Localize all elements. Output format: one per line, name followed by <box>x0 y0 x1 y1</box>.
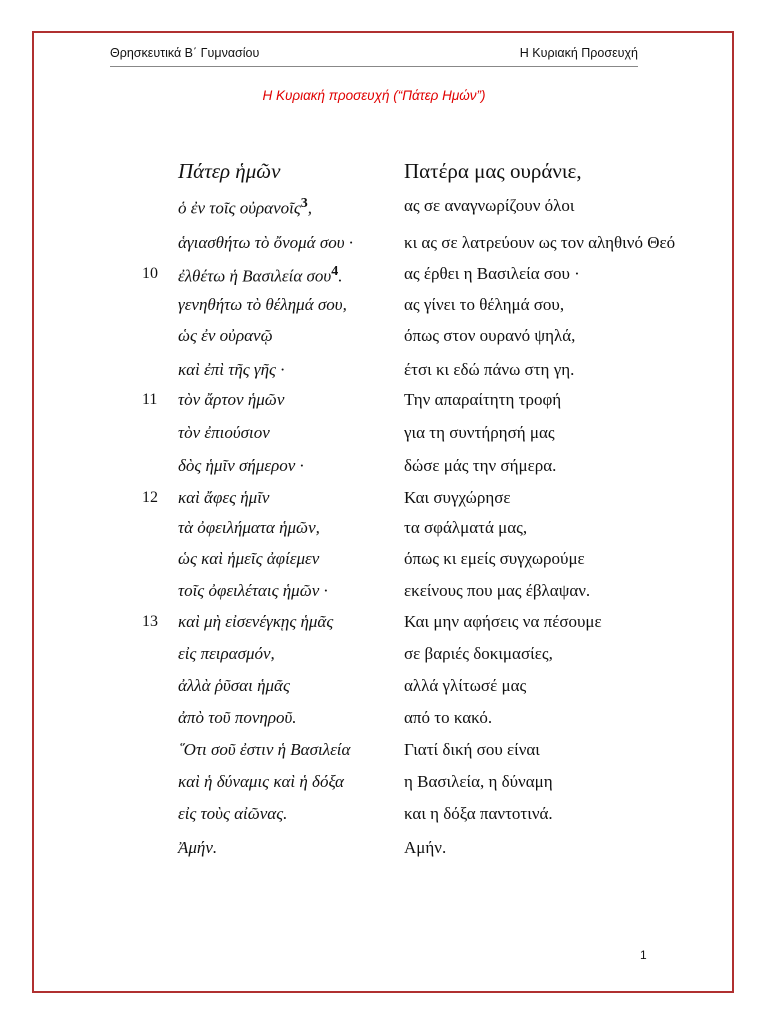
page-number: 1 <box>640 948 647 962</box>
modern-greek-text: ας έρθει η Βασιλεία σου · <box>404 264 580 283</box>
verse-line <box>0 705 768 735</box>
ancient-greek-text: Πάτερ ἡμῶν <box>178 159 281 183</box>
modern-greek-text: εκείνους που μας έβλαψαν. <box>404 581 591 600</box>
ancient-greek-text: Ἀμήν. <box>178 838 218 857</box>
verse-line <box>0 485 768 515</box>
verse-line <box>0 156 768 186</box>
verse-line <box>0 835 768 865</box>
verse-line <box>0 546 768 576</box>
modern-greek-text: όπως στον ουρανό ψηλά, <box>404 326 576 345</box>
ancient-greek-text: ἐλθέτω ἡ Βασιλεία σου$^4$. <box>178 264 343 286</box>
modern-greek-text: για τη συντήρησή μας <box>404 423 555 442</box>
ancient-greek-text: ὁ ἐν τοῖς οὐρανοῖς$^3$, <box>178 196 313 218</box>
document-title: Η Κυριακή προσευχή (“Πάτερ Ημών”) <box>262 88 486 103</box>
ancient-greek-text: καὶ ἄφες ἡμῖν <box>178 488 270 507</box>
modern-greek-text: κι ας σε λατρεύουν ως τον αληθινό Θεό <box>404 233 676 252</box>
modern-greek-text: Και συγχώρησε <box>404 488 511 507</box>
verse-line <box>0 387 768 417</box>
modern-greek-text: και η δόξα παντοτινά. <box>404 804 553 823</box>
header-subject: Θρησκευτικά Β΄ Γυμνασίου <box>110 46 260 60</box>
ancient-greek-text: ἁγιασθήτω τὸ ὄνομά σου · <box>178 233 354 252</box>
verse-line <box>0 737 768 767</box>
ancient-greek-text: δὸς ἡμῖν σήμερον · <box>178 456 304 475</box>
verse-number: 13 <box>142 613 158 630</box>
modern-greek-text: δώσε μάς την σήμερα. <box>404 456 557 475</box>
ancient-greek-text: καὶ μὴ εἰσενέγκῃς ἡμᾶς <box>178 612 334 631</box>
modern-greek-text: από το κακό. <box>404 708 493 727</box>
ancient-greek-text: καὶ ἡ δύναμις καὶ ἡ δόξα <box>178 772 344 791</box>
ancient-greek-text: ὡς ἐν οὐρανῷ <box>178 326 273 345</box>
ancient-greek-text: ἀπὸ τοῦ πονηροῦ. <box>178 708 297 727</box>
modern-greek-text: Πατέρα μας ουράνιε, <box>404 159 582 183</box>
verse-line <box>0 515 768 545</box>
verse-line <box>0 193 768 223</box>
modern-greek-text: ας σε αναγνωρίζουν όλοι <box>404 196 575 215</box>
ancient-greek-text: εἰς τοὺς αἰῶνας. <box>178 804 288 823</box>
ancient-greek-text: εἰς πειρασμόν, <box>178 644 275 663</box>
ancient-greek-text: τὰ ὀφειλήματα ἡμῶν, <box>178 518 320 537</box>
verse-line <box>0 609 768 639</box>
verse-line <box>0 453 768 483</box>
ancient-greek-text: ἀλλὰ ῥῦσαι ἡμᾶς <box>178 676 290 695</box>
header-topic: Η Κυριακή Προσευχή <box>519 46 638 60</box>
modern-greek-text: σε βαριές δοκιμασίες, <box>404 644 553 663</box>
verse-line <box>0 357 768 387</box>
modern-greek-text: τα σφάλματά μας, <box>404 518 528 537</box>
verse-number: 12 <box>142 489 158 506</box>
ancient-greek-text: ὡς καὶ ἡμεῖς ἀφίεμεν <box>178 549 320 568</box>
verse-line <box>0 673 768 703</box>
verse-line <box>0 230 768 260</box>
verse-line <box>0 261 768 291</box>
verse-line <box>0 641 768 671</box>
modern-greek-text: Αμήν. <box>404 838 447 857</box>
modern-greek-text: αλλά γλίτωσέ μας <box>404 676 527 695</box>
modern-greek-text: Την απαραίτητη τροφή <box>404 390 562 409</box>
ancient-greek-text: γενηθήτω τὸ θέλημά σου, <box>178 295 347 314</box>
modern-greek-text: ας γίνει το θέλημά σου, <box>404 295 565 314</box>
footnote-marker: 4 <box>331 264 339 279</box>
page-header <box>110 44 638 67</box>
modern-greek-text: η Βασιλεία, η δύναμη <box>404 772 553 791</box>
ancient-greek-text: καὶ ἐπὶ τῆς γῆς · <box>178 360 285 379</box>
verse-line <box>0 801 768 831</box>
verse-line <box>0 323 768 353</box>
ancient-greek-text: ῞Οτι σοῦ ἐστιν ἡ Βασιλεία <box>178 740 351 759</box>
verse-line <box>0 420 768 450</box>
verse-number: 11 <box>142 391 158 408</box>
footnote-marker: 3 <box>300 196 308 211</box>
ancient-greek-text: τοῖς ὀφειλέταις ἡμῶν · <box>178 581 328 600</box>
ancient-greek-text: τὸν ἐπιούσιον <box>178 423 270 442</box>
verse-line <box>0 292 768 322</box>
modern-greek-text: έτσι κι εδώ πάνω στη γη. <box>404 360 575 379</box>
ancient-greek-text: τὸν ἄρτον ἡμῶν <box>178 390 285 409</box>
modern-greek-text: Και μην αφήσεις να πέσουμε <box>404 612 602 631</box>
verse-number: 10 <box>142 265 158 282</box>
verse-line <box>0 578 768 608</box>
modern-greek-text: όπως κι εμείς συγχωρούμε <box>404 549 585 568</box>
verse-line <box>0 769 768 799</box>
modern-greek-text: Γιατί δική σου είναι <box>404 740 540 759</box>
